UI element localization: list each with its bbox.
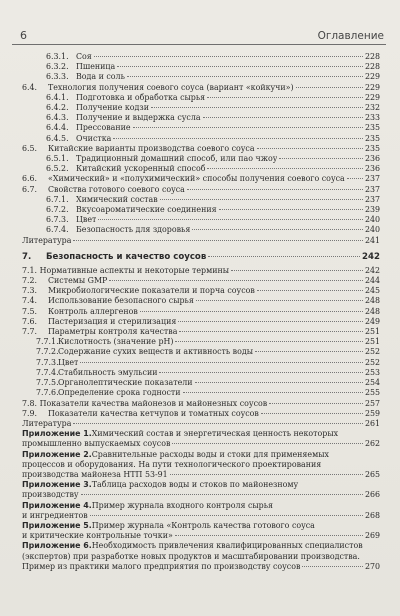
appendix-label: Приложение 6.: [22, 541, 92, 551]
dot-leader: [203, 117, 363, 118]
chapter-title: Безопасность и качество соусов: [46, 251, 207, 262]
entry-number: 7.7.5.: [36, 378, 59, 388]
appendix-entry: [22, 541, 380, 572]
toc-entry: [22, 378, 380, 388]
entry-title: Показатели качества кетчупов и томатных соусов: [48, 408, 259, 418]
toc-chapter-7: [22, 251, 380, 263]
entry-page: 252: [364, 357, 380, 367]
appendix-text: Таблица расходов воды и стоков по майонезному: [91, 480, 299, 490]
appendix-label: Приложение 2.: [22, 449, 92, 459]
dot-leader: [94, 56, 363, 57]
entry-number: 6.3.3.: [46, 72, 69, 82]
appendix-line: [22, 541, 380, 551]
toc-entry: [22, 276, 380, 286]
toc-section-7: [22, 266, 380, 429]
entry-number: 6.7.1.: [46, 194, 69, 204]
appendix-entry: [22, 480, 380, 500]
appendix-text: Пример из практики малого предприятия по производству соусов: [22, 561, 301, 571]
toc-entry: [22, 62, 380, 72]
appendix-label: Приложение 1.: [22, 429, 92, 439]
dot-leader: [140, 311, 363, 312]
toc-entry: [22, 399, 380, 409]
page-header: [12, 28, 386, 45]
entry-page: 261: [364, 418, 380, 428]
dot-leader: [296, 87, 363, 88]
entry-page: 259: [364, 408, 380, 418]
toc-entry: [22, 164, 380, 174]
entry-title: Контроль аллергенов: [48, 306, 138, 316]
entry-title: Подготовка и обработка сырья: [76, 92, 206, 102]
entry-number: 6.7.: [22, 184, 38, 194]
appendix-line: [22, 511, 380, 521]
entry-number: 7.7.4.: [36, 367, 59, 377]
dot-leader: [159, 372, 362, 373]
entry-page: 236: [364, 164, 380, 174]
entry-page: 253: [364, 367, 380, 377]
entry-title: Химический состав: [76, 194, 158, 204]
toc-entry: [22, 123, 380, 133]
chapter-page: 242: [362, 251, 380, 262]
dot-leader: [175, 535, 363, 536]
entry-number: 6.4.4.: [46, 123, 69, 133]
page-number: 6: [20, 29, 27, 42]
dot-leader: [279, 158, 363, 159]
appendix-line: [22, 531, 380, 541]
entry-page: 229: [364, 72, 380, 82]
toc-entry: [22, 225, 380, 235]
entry-number: 6.5.2.: [46, 164, 69, 174]
entry-page: 232: [364, 103, 380, 113]
entry-page: 244: [364, 276, 380, 286]
toc-entry: [22, 154, 380, 164]
toc-entry: [22, 134, 380, 144]
toc-entry: [22, 174, 380, 184]
entry-title: Получение кодзи: [76, 103, 149, 113]
entry-page: 233: [364, 113, 380, 123]
entry-number: 6.5.: [22, 143, 38, 153]
dot-leader: [178, 321, 363, 322]
entry-page: 241: [364, 235, 380, 245]
toc-entry: [22, 72, 380, 82]
dot-leader: [175, 341, 362, 342]
entry-number: 6.6.: [22, 174, 38, 184]
dot-leader: [257, 148, 363, 149]
entry-title: Литература: [22, 418, 72, 428]
entry-page: 240: [364, 215, 380, 225]
appendix-line: [22, 460, 380, 470]
appendix-page: 269: [364, 531, 380, 541]
entry-number: 6.7.2.: [46, 205, 69, 215]
dot-leader: [257, 290, 363, 291]
entry-number: 7.7.6.: [36, 388, 59, 398]
entry-page: 245: [364, 286, 380, 296]
entry-number: 7.7.2.: [36, 347, 59, 357]
entry-title: Пастеризация и стерилизация: [48, 316, 177, 326]
entry-number: 6.5.1.: [46, 154, 69, 164]
appendix-label: Приложение 3.: [22, 480, 92, 490]
toc-entry: [22, 337, 380, 347]
appendix-line: [22, 490, 380, 500]
chapter-number: 7.: [22, 251, 32, 262]
entry-title: Китайский ускоренный способ: [76, 164, 206, 174]
entry-title: Очистка: [76, 133, 112, 143]
entry-page: 235: [364, 133, 380, 143]
entry-number: 6.3.2.: [46, 62, 69, 72]
entry-page: 251: [364, 337, 380, 347]
entry-number: 7.5.: [22, 306, 38, 316]
entry-number: 7.9.: [22, 408, 38, 418]
toc-entry: [22, 347, 380, 357]
table-of-contents: [22, 52, 380, 572]
dot-leader: [219, 209, 363, 210]
appendix-line: [22, 552, 380, 562]
dot-leader: [269, 403, 363, 404]
toc-entry: [22, 317, 380, 327]
toc-entry: [22, 52, 380, 62]
entry-title: Получение и выдержка сусла: [76, 113, 201, 123]
dot-leader: [109, 280, 363, 281]
appendix-text: (экспертов) при разработке новых продуктов и масштабировании производства.: [22, 551, 360, 561]
toc-entry: [22, 286, 380, 296]
running-title: Оглавление: [317, 30, 384, 42]
appendix-text: Сравнительные расходы воды и стоки для применяемых: [91, 449, 329, 459]
toc-entry: [22, 103, 380, 113]
appendix-text: и критические контрольные точки»: [22, 531, 173, 541]
dot-leader: [127, 76, 363, 77]
entry-number: 6.4.5.: [46, 133, 69, 143]
toc-entry: [22, 113, 380, 123]
dot-leader: [207, 168, 362, 169]
appendix-page: 266: [364, 490, 380, 500]
entry-page: 237: [364, 184, 380, 194]
appendix-page: 268: [364, 510, 380, 520]
entry-title: Пшеница: [76, 62, 116, 72]
appendix-text: промышленно выпускаемых соусов: [22, 439, 171, 449]
dot-leader: [231, 270, 363, 271]
appendix-entry: [22, 429, 380, 449]
entry-title: Определение срока годности: [58, 388, 181, 398]
entry-title: Параметры контроля качества: [48, 327, 178, 337]
toc-entry: [22, 388, 380, 398]
entry-page: 257: [364, 398, 380, 408]
entry-title: Кислотность (значение pH): [58, 337, 174, 347]
entry-number: 7.2.: [22, 276, 38, 286]
entry-number: 6.7.3.: [46, 215, 69, 225]
dot-leader: [179, 331, 363, 332]
dot-leader: [207, 97, 363, 98]
dot-leader: [160, 199, 363, 200]
entry-page: 228: [364, 62, 380, 72]
dot-leader: [73, 423, 363, 424]
appendix-entry: [22, 521, 380, 541]
appendix-text: производства майонеза НТП 53-91: [22, 469, 168, 479]
entry-page: 237: [364, 194, 380, 204]
toc-entry: [22, 185, 380, 195]
toc-entry: [22, 144, 380, 154]
toc-entry: [22, 266, 380, 276]
entry-title: Системы GMP: [48, 276, 108, 286]
toc-entry: [22, 195, 380, 205]
dot-leader: [196, 300, 363, 301]
appendix-text: Химический состав и энергетическая ценность некоторых: [91, 429, 339, 439]
entry-number: 7.4.: [22, 296, 38, 306]
entry-page: 235: [364, 143, 380, 153]
appendix-line: [22, 470, 380, 480]
dot-leader: [151, 107, 363, 108]
entry-title: Цвет: [58, 357, 79, 367]
appendix-line: [22, 439, 380, 449]
appendix-text: Пример журнала «Контроль качества готового соуса: [91, 520, 315, 530]
entry-title: Китайские варианты производства соевого соуса: [48, 143, 255, 153]
entry-title: Литература: [22, 235, 72, 245]
appendix-line: [22, 450, 380, 460]
entry-title: Свойства готового соевого соуса: [48, 184, 185, 194]
entry-page: 254: [364, 378, 380, 388]
entry-title: «Химический» и «полухимический» способы получения соевого соуса: [48, 174, 345, 184]
appendix-line: [22, 521, 380, 531]
toc-entry: [22, 368, 380, 378]
entry-page: 242: [364, 265, 380, 275]
dot-leader: [81, 494, 363, 495]
toc-entry: [22, 327, 380, 337]
appendix-text: Пример журнала входного контроля сырья: [91, 500, 273, 510]
entry-page: 236: [364, 154, 380, 164]
entry-title: Соя: [76, 52, 92, 61]
entry-page: 237: [364, 174, 380, 184]
dot-leader: [170, 474, 363, 475]
dot-leader: [302, 566, 363, 567]
entry-number: 7.3.: [22, 286, 38, 296]
entry-page: 229: [364, 92, 380, 102]
dot-leader: [347, 178, 363, 179]
dot-leader: [192, 229, 363, 230]
toc-entry: [22, 296, 380, 306]
appendix-line: [22, 429, 380, 439]
appendix-text: Необходимость привлечения квалифицированных специалистов: [91, 541, 363, 551]
dot-leader: [255, 351, 363, 352]
entry-title: 7.8. Показатели качества майонезов и майонезных соусов: [22, 398, 268, 408]
dot-leader: [261, 413, 363, 414]
dot-leader: [195, 382, 363, 383]
appendix-text: и ингредиентов: [22, 510, 88, 520]
entry-title: Содержание сухих веществ и активность воды: [58, 347, 254, 357]
dot-leader: [187, 189, 363, 190]
entry-title: Микробиологические показатели и порча соусов: [48, 286, 255, 296]
appendix-page: 262: [364, 439, 380, 449]
toc-section-6: [22, 52, 380, 246]
entry-number: 6.4.2.: [46, 103, 69, 113]
toc-entry: [22, 83, 380, 93]
entry-page: 240: [364, 225, 380, 235]
entry-number: 7.7.: [22, 327, 38, 337]
entry-page: 252: [364, 347, 380, 357]
entry-title: Вода и соль: [76, 72, 125, 82]
entry-number: 7.7.3.: [36, 357, 59, 367]
entry-title: Использование безопасного сырья: [48, 296, 194, 306]
entry-number: 7.7.1.: [36, 337, 59, 347]
entry-page: 249: [364, 316, 380, 326]
entry-title: Вкусоароматические соединения: [76, 205, 217, 215]
toc-entry: [22, 93, 380, 103]
dot-leader: [117, 66, 363, 67]
entry-page: 239: [364, 205, 380, 215]
toc-entry: [22, 236, 380, 246]
entry-title: Органолептические показатели: [58, 378, 193, 388]
entry-page: 248: [364, 296, 380, 306]
dot-leader: [90, 515, 363, 516]
entry-title: Стабильность эмульсии: [58, 367, 158, 377]
entry-number: 6.3.1.: [46, 52, 69, 61]
entry-title: Безопасность для здоровья: [76, 225, 191, 235]
entry-number: 7.6.: [22, 316, 38, 326]
appendix-text: процессов и оборудования. На пути технологического проектирования: [22, 459, 322, 469]
dot-leader: [208, 256, 360, 257]
entry-page: 251: [364, 327, 380, 337]
entry-title: Традиционный домашний способ, или пао чжоу: [76, 154, 278, 164]
appendix-line: [22, 501, 380, 511]
entry-number: 6.7.4.: [46, 225, 69, 235]
appendix-text: производству: [22, 490, 79, 500]
entry-number: 6.4.: [22, 82, 38, 92]
appendix-page: 270: [364, 561, 380, 571]
appendix-label: Приложение 5.: [22, 520, 92, 530]
appendix-line: [22, 562, 380, 572]
dot-leader: [98, 219, 363, 220]
toc-entry: [22, 307, 380, 317]
appendix-entry: [22, 450, 380, 481]
toc-appendices: [22, 429, 380, 572]
entry-title: Цвет: [76, 215, 97, 225]
dot-leader: [73, 240, 363, 241]
toc-entry: [22, 215, 380, 225]
toc-entry: [22, 358, 380, 368]
entry-page: 248: [364, 306, 380, 316]
dot-leader: [172, 443, 363, 444]
dot-leader: [183, 392, 363, 393]
entry-page: 229: [364, 82, 380, 92]
entry-title: Технология получения соевого соуса (вариант «койкучи»): [48, 82, 294, 92]
entry-number: 6.4.3.: [46, 113, 69, 123]
entry-page: 255: [364, 388, 380, 398]
entry-page: 235: [364, 123, 380, 133]
appendix-line: [22, 480, 380, 490]
appendix-entry: [22, 501, 380, 521]
entry-title: 7.1. Нормативные аспекты и некоторые термины: [22, 265, 230, 275]
toc-entry: [22, 419, 380, 429]
entry-page: 228: [364, 52, 380, 61]
dot-leader: [80, 362, 363, 363]
dot-leader: [133, 127, 363, 128]
dot-leader: [113, 138, 363, 139]
entry-number: 6.4.1.: [46, 92, 69, 102]
appendix-page: 265: [364, 469, 380, 479]
appendix-label: Приложение 4.: [22, 500, 92, 510]
toc-entry: [22, 205, 380, 215]
toc-entry: [22, 409, 380, 419]
entry-title: Прессование: [76, 123, 131, 133]
